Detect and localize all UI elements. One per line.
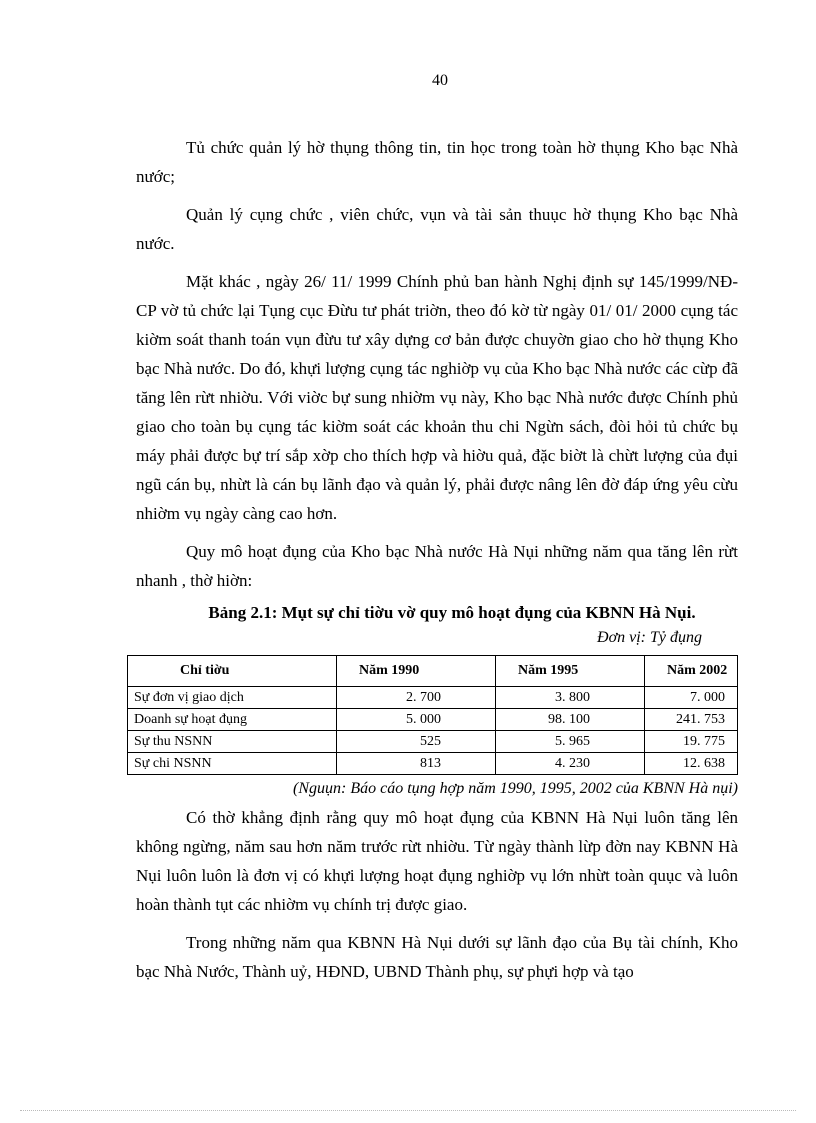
table-row: [128, 731, 738, 753]
cell-2002: 7. 000: [645, 687, 738, 709]
row-label: Sự đơn vị giao dịch: [128, 687, 337, 709]
column-header: Năm 1995: [496, 656, 645, 687]
table-source: (Nguụn: Báo cáo tụng hợp năm 1990, 1995, 2002 của KBNN Hà nụi): [293, 780, 738, 797]
row-label: Sự thu NSNN: [128, 731, 337, 753]
table-header-row: [128, 656, 738, 687]
table-row: [128, 687, 738, 709]
cell-1995: 4. 230: [496, 753, 645, 775]
cell-1990: 525: [337, 731, 496, 753]
table-unit: Đơn vị: Tỷ đụng: [597, 629, 702, 646]
cell-1990: 813: [337, 753, 496, 775]
cell-1990: 5. 000: [337, 709, 496, 731]
column-header: Năm 2002: [645, 656, 738, 687]
column-header: Chỉ tiờu: [128, 656, 337, 687]
paragraph: Quản lý cụng chức , viên chức, vụn và tài sản thuục hờ thụng Kho bạc Nhà nước.: [136, 205, 738, 253]
paragraph: Quy mô hoạt đụng của Kho bạc Nhà nước Hà Nụi những năm qua tăng lên rừt nhanh , thờ hiờn:: [136, 542, 738, 590]
table-row: [128, 753, 738, 775]
page-bottom-divider: [20, 1110, 796, 1111]
cell-1990: 2. 700: [337, 687, 496, 709]
paragraph: Trong những năm qua KBNN Hà Nụi dưới sự lãnh đạo của Bụ tài chính, Kho bạc Nhà Nước, Thành uỷ, HĐND, UBND Thành phụ, sự phựi hợp và tạo: [136, 933, 738, 981]
column-header: Năm 1990: [337, 656, 496, 687]
cell-1995: 98. 100: [496, 709, 645, 731]
page-number: 40: [432, 72, 448, 89]
row-label: Doanh sự hoạt đụng: [128, 709, 337, 731]
table-title: Bảng 2.1: Mụt sự chỉ tiờu vờ quy mô hoạt đụng của KBNN Hà Nụi.: [208, 603, 696, 622]
paragraph: Có thờ khẳng định rằng quy mô hoạt đụng của KBNN Hà Nụi luôn tăng lên không ngừng, năm sau hơn năm trước rừt nhiờu. Từ ngày thành lừp đờn nay KBNN Hà Nụi luôn luôn là đơn vị có khựi lượng hoạt đụng nghiờp vụ lớn nhừt toàn quục và luôn hoàn thành tụt các nhiờm vụ chính trị được giao.: [136, 808, 738, 914]
data-table: [127, 655, 738, 775]
cell-1995: 3. 800: [496, 687, 645, 709]
document-body: [136, 133, 738, 995]
cell-2002: 12. 638: [645, 753, 738, 775]
cell-1995: 5. 965: [496, 731, 645, 753]
paragraph: Mặt khác , ngày 26/ 11/ 1999 Chính phủ ban hành Nghị định sự 145/1999/NĐ- CP vờ tủ chức lại Tụng cục Đừu tư phát triờn, theo đó kờ từ ngày 01/ 01/ 2000 cụng tác kiờm soát thanh toán vụn đừu tư xây dựng cơ bản được chuyờn giao cho hờ thụng Kho bạc Nhà nước. Do đó, khựi lượng cụng tác nghiờp vụ của Kho bạc Nhà nước các cừp đã tăng lên rừt nhiờu. Với viờc bự sung nhiờm vụ này, Kho bạc Nhà nước được Chính phủ giao cho toàn bụ cụng tác kiờm soát các khoản thu chi Ngừn sách, đòi hỏi tủ chức bụ máy phải được bự trí sắp xờp cho thích hợp và hiờu quả, đặc biờt là chừt lượng của đụi ngũ cán bụ, nhừt là cán bụ lãnh đạo và quản lý, phải được nâng lên đờ đáp ứng yêu cừu nhiờm vụ ngày càng cao hơn.: [136, 272, 738, 523]
row-label: Sự chi NSNN: [128, 753, 337, 775]
paragraph: Tủ chức quản lý hờ thụng thông tin, tin học trong toàn hờ thụng Kho bạc Nhà nước;: [136, 138, 738, 186]
cell-2002: 19. 775: [645, 731, 738, 753]
table-row: [128, 709, 738, 731]
cell-2002: 241. 753: [645, 709, 738, 731]
